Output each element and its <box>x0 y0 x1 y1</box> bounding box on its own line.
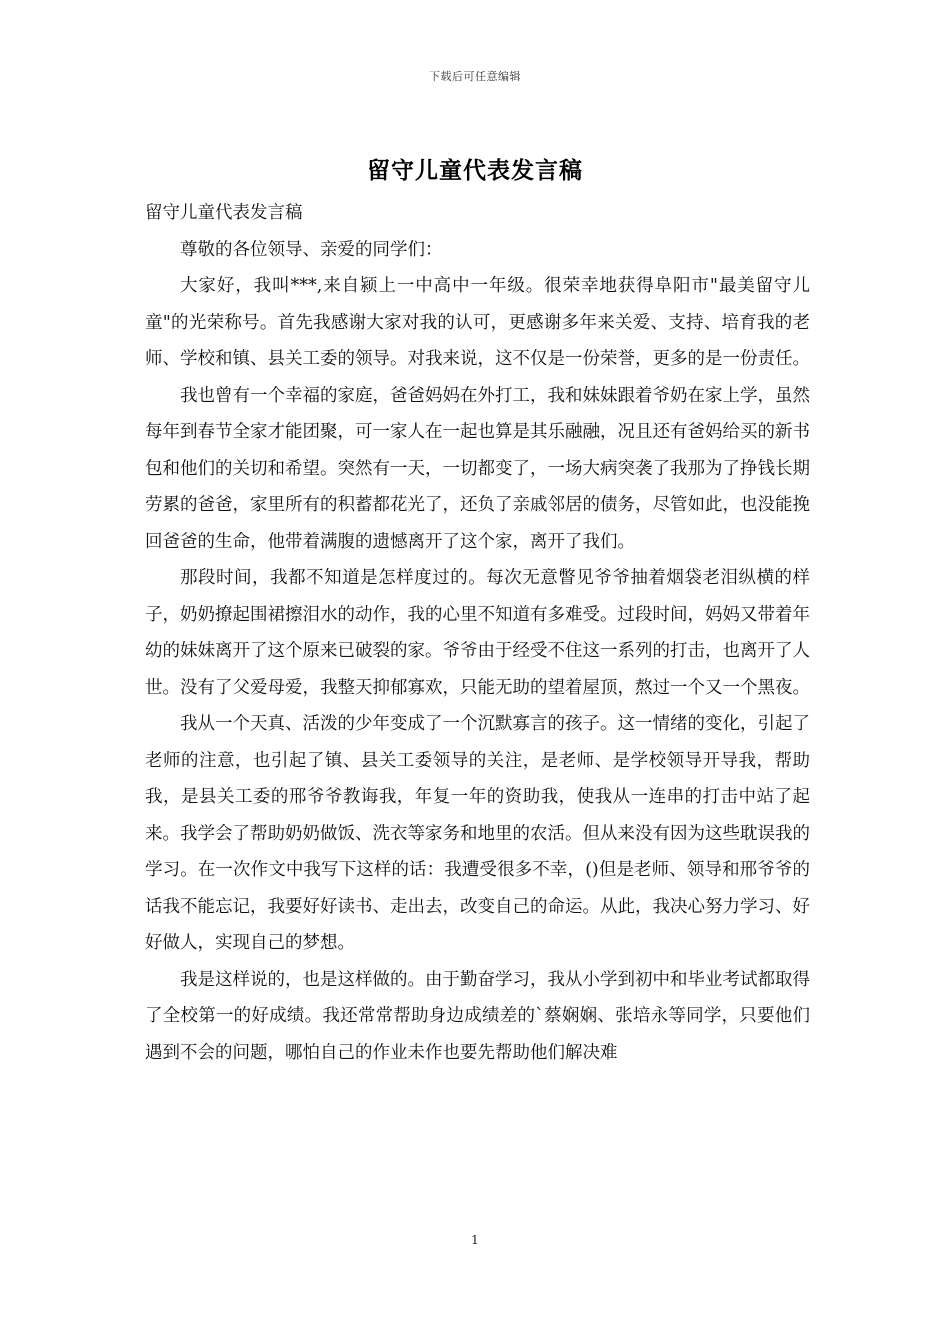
paragraph-4: 我从一个天真、活泼的少年变成了一个沉默寡言的孩子。这一情绪的变化，引起了老师的注意，也引起了镇、县关工委领导的关注，是老师、是学校领导开导我，帮助我，是县关工委的邢爷爷教诲我，年复一年的资助我，使我从一连串的打击中站了起来。我学会了帮助奶奶做饭、洗衣等家务和地里的农活。但从来没有因为这些耽误我的学习。在一次作文中我写下这样的话：我遭受很多不幸，()但是老师、领导和邢爷爷的话我不能忘记，我要好好读书、走出去，改变自己的命运。从此，我决心努力学习、好好做人，实现自己的梦想。 <box>145 714 810 953</box>
subtitle-line: 留守儿童代表发言稿 <box>145 203 303 223</box>
paragraph-1: 大家好，我叫***,来自颍上一中高中一年级。很荣幸地获得阜阳市"最美留守儿童"的光荣称号。首先我感谢大家对我的认可，更感谢多年来关爱、支持、培育我的老师、学校和镇、县关工委的领导。对我来说，这不仅是一份荣誉，更多的是一份责任。 <box>145 276 810 369</box>
document-title: 留守儿童代表发言稿 <box>367 157 583 184</box>
page-number: 1 <box>471 1233 479 1247</box>
document-body <box>145 195 810 1071</box>
paragraph-5: 我是这样说的，也是这样做的。由于勤奋学习，我从小学到初中和毕业考试都取得了全校第一的好成绩。我还常常帮助身边成绩差的`蔡娴娴、张培永等同学，只要他们遇到不会的问题，哪怕自己的作业未作也要先帮助他们解决难 <box>145 969 810 1063</box>
header-note: 下载后可任意编辑 <box>429 70 521 83</box>
salutation: 尊敬的各位领导、亲爱的同学们： <box>180 239 443 260</box>
paragraph-3: 那段时间，我都不知道是怎样度过的。每次无意瞥见爷爷抽着烟袋老泪纵横的样子，奶奶撩起围裙擦泪水的动作，我的心里不知道有多难受。过段时间，妈妈又带着年幼的妹妹离开了这个原来已破裂的家。爷爷由于经受不住这一系列的打击，也离开了人世。没有了父爱母爱，我整天抑郁寡欢，只能无助的望着屋顶，熬过一个又一个黑夜。 <box>145 568 810 698</box>
paragraph-2: 我也曾有一个幸福的家庭，爸爸妈妈在外打工，我和妹妹跟着爷奶在家上学，虽然每年到春节全家才能团聚，可一家人在一起也算是其乐融融，况且还有爸妈给买的新书包和他们的关切和希望。突然有一天，一切都变了，一场大病突袭了我那为了挣钱长期劳累的爸爸，家里所有的积蓄都花光了，还负了亲戚邻居的债务，尽管如此，也没能挽回爸爸的生命，他带着满腹的遗憾离开了这个家，离开了我们。 <box>145 385 810 552</box>
